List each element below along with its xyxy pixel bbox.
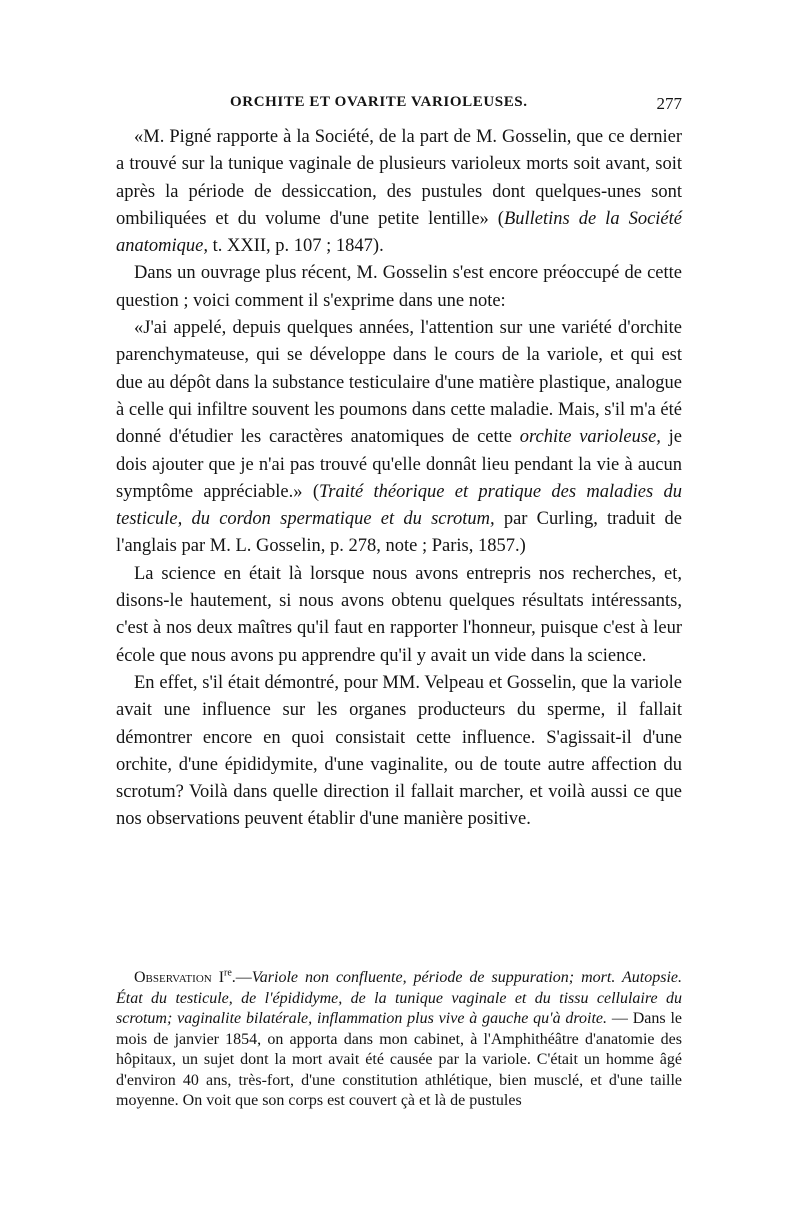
paragraph-en-effet: En effet, s'il était démontré, pour MM. Velpeau et Gosselin, que la variole avait une influence sur les organes producteurs du sperme, il fallait démontrer encore en quoi consistait cette influence. S'agissait-il d'une orchite, d'une épididymite, d'une vaginalite, ou de toute autre affection du scrotum? Voilà dans quelle direction il fallait marcher, et voilà aussi ce que nos observations peuvent établir d'une manière positive. — [116, 672, 682, 830]
text-run: «M. Pigné rapporte à la Société, de la part de M. Gosselin, que ce dernier a trouvé sur la tunique vaginale de plusieurs varioleux morts soit avant, soit après la période de dessiccation, des pustules dont quelques-unes sont ombiliquées et du volume d'une petite lentille» ( — [116, 127, 682, 229]
observation-number-suffix: re — [224, 967, 232, 979]
main-text — [116, 124, 682, 834]
citation-title: Traité théorique et pratique des maladies du testicule, du cordon spermatique et du scrotum, — [116, 481, 682, 530]
emphasis: orchite varioleuse, — [519, 427, 661, 448]
text-run: «J'ai appelé, depuis quelques années, l'attention sur une variété d'orchite parenchymateuse, qui se développe dans le cours de la variole, et qui est due au dépôt dans la substance testiculaire d'une matière plastique, analogue à celle qui infiltre souvent les poumons dans cette maladie. Mais, s'il m'a été donné d'étudier les caractères anatomiques de cette — [116, 318, 682, 448]
text-run: par Curling, traduit de l'anglais par M. L. Gosselin, p. 278, note ; Paris, 1857.) — [116, 509, 682, 557]
paragraph-science: La science en était là lorsque nous avons entrepris nos recherches, et, disons-le hautement, si nous avons obtenu quelques résultats intéressants, c'est à nos deux maîtres qu'il faut en rapporter l'honneur, puisque c'est à leur école que nous avons pu apprendre qu'il y avait un vide dans la science. — [116, 563, 682, 666]
observation-text: — Dans le mois de janvier 1854, on apporta dans mon cabinet, à l'Amphithéâtre d'anatomie des hôpitaux, un sujet dont la mort avait été causée par la variole. C'était un homme âgé d'environ 40 ans, très-fort, d'une constitution athlétique, bien musclé, et d'une taille moyenne. On voit que son corps est couvert çà et là de pustules — [116, 1010, 682, 1109]
observation-label: Observation — [134, 969, 212, 986]
text-run: je dois ajouter que je n'ai pas trouvé qu'elle donnât lieu pendant la vie à aucun symptôme appréciable.» ( — [116, 427, 683, 502]
observation-paragraph — [116, 968, 682, 1112]
page-number: 277 — [656, 94, 682, 113]
citation-title: Bulletins de la Société anatomique, — [116, 208, 682, 257]
paragraph-recent-work: Dans un ouvrage plus récent, M. Gosselin s'est encore préoccupé de cette question ; voici comment il s'exprime dans une note: — [116, 263, 682, 311]
running-title: ORCHITE ET OVARITE VARIOLEUSES. — [230, 94, 528, 110]
observation-dash: .— — [231, 969, 252, 986]
observation-block — [116, 968, 682, 1112]
paragraph-pigne-report — [116, 124, 682, 260]
paragraph-gosselin-quote — [116, 315, 682, 561]
page-header — [116, 94, 682, 116]
text-run: t. XXII, p. 107 ; 1847). — [207, 236, 384, 257]
observation-number: I — [218, 969, 225, 986]
observation-title: Variole non confluente, période de suppuration; mort. Autopsie. État du testicule, de l'épididyme, de la tunique vaginale et du tissu cellulaire du scrotum; vaginalite bilatérale, inflammation plus vive à gauche qu'à droite. — [116, 969, 683, 1027]
